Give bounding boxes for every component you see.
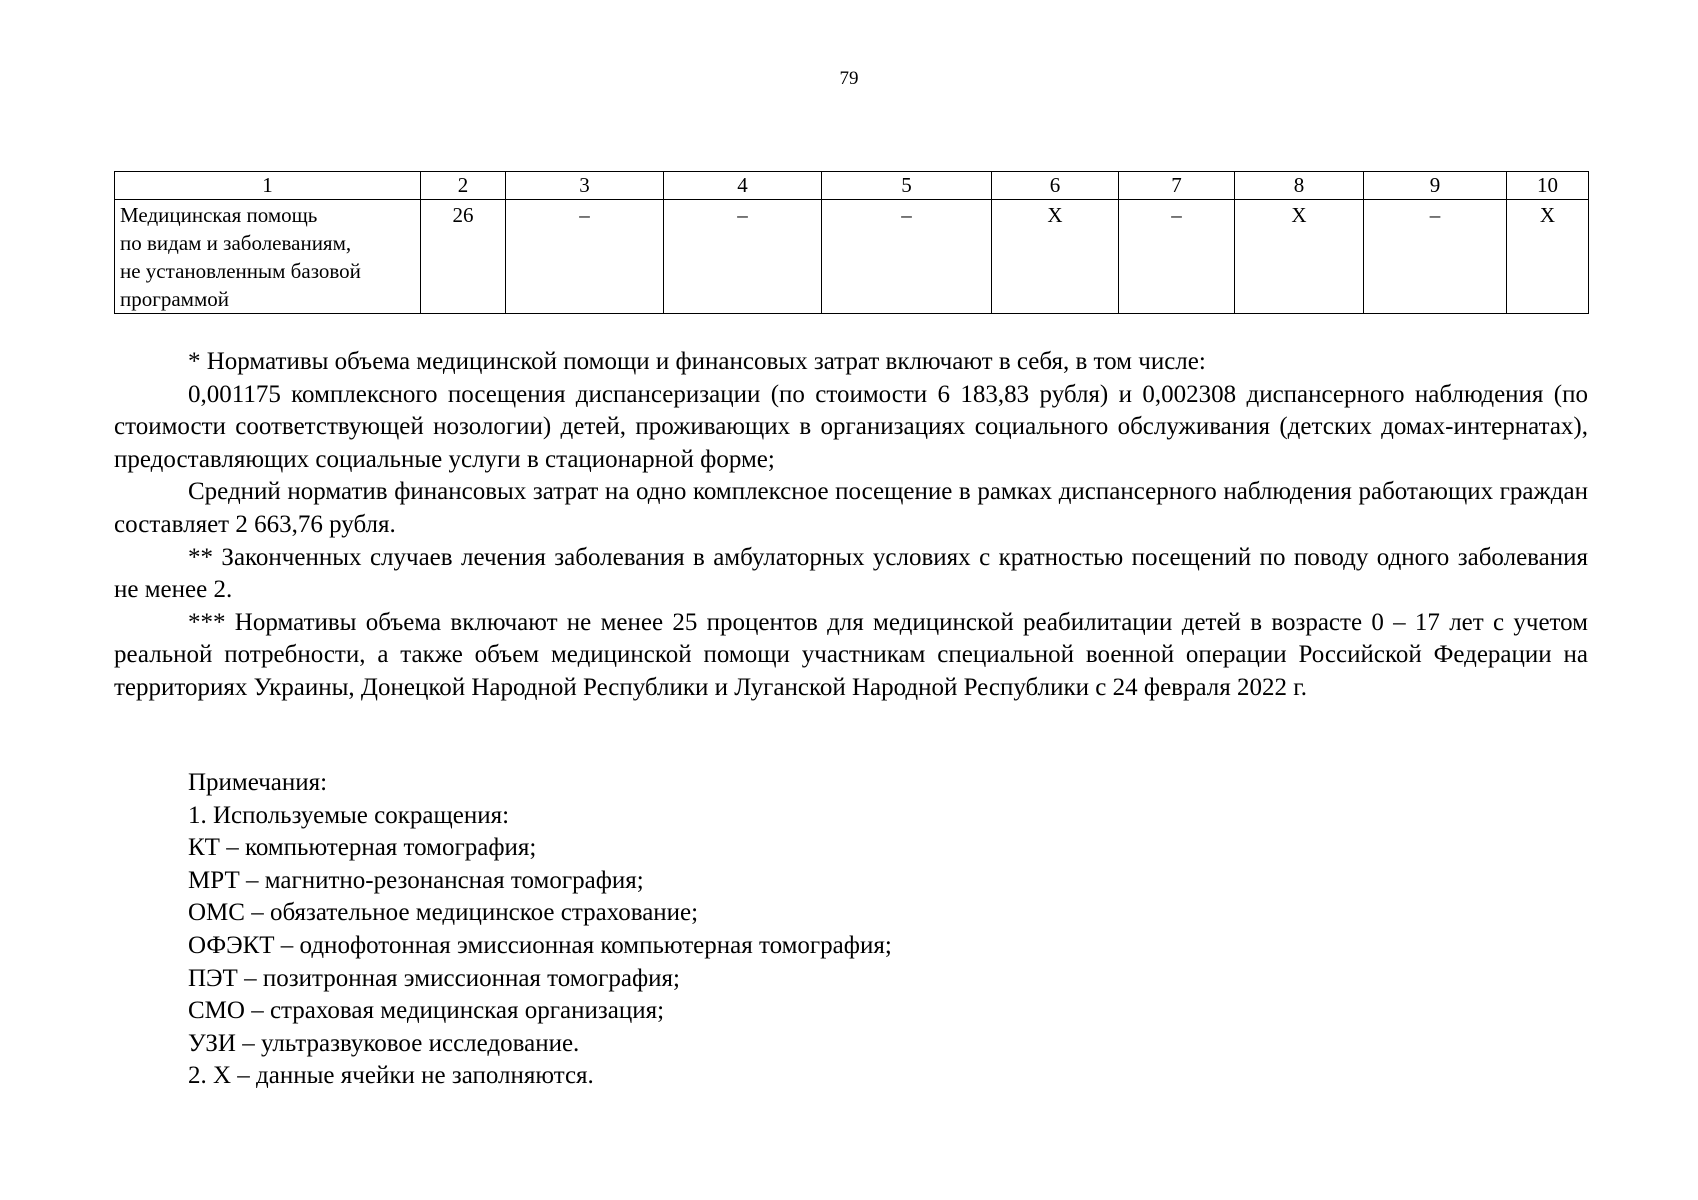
footnotes-section (114, 346, 1588, 705)
abbreviation-item: УЗИ – ультразвуковое исследование. (188, 1029, 580, 1057)
row-name-line: по видам и заболеваниям, (120, 231, 352, 255)
footnote-paragraph: 0,001175 комплексного посещения диспансеризации (по стоимости 6 183,83 рубля) и 0,002308 диспансерного наблюдения (по стоимости соответствующей нозологии) детей, проживающих в организациях социального обслуживания (детских домах-интернатах), предоставляющих социальные услуги в стационарной форме; (114, 380, 1588, 473)
table-cell: – (1119, 200, 1235, 314)
column-number-cell: 3 (506, 172, 664, 200)
abbreviation-item: СМО – страховая медицинская организация; (188, 997, 665, 1025)
column-number-cell: 6 (992, 172, 1119, 200)
table-cell: X (1235, 200, 1364, 314)
column-number-cell: 1 (115, 172, 421, 200)
row-name-line: Медицинская помощь (120, 203, 318, 227)
footnote-paragraph: ** Законченных случаев лечения заболевания в амбулаторных условиях с кратностью посещений по поводу одного заболевания не менее 2. (114, 543, 1588, 604)
table-cell: X (1507, 200, 1589, 314)
table-cell: – (506, 200, 664, 314)
column-number-cell: 2 (421, 172, 506, 200)
footnote-paragraph: Средний норматив финансовых затрат на одно комплексное посещение в рамках диспансерного наблюдения работающих граждан составляет 2 663,76 рубля. (114, 478, 1588, 538)
column-number-cell: 10 (1507, 172, 1589, 200)
table-cell: – (1364, 200, 1507, 314)
abbreviation-item: ОФЭКТ – однофотонная эмиссионная компьютерная томография; (188, 931, 892, 959)
column-number-cell: 8 (1235, 172, 1364, 200)
column-number-cell: 7 (1119, 172, 1235, 200)
abbreviation-item: ОМС – обязательное медицинское страхование; (188, 899, 699, 927)
footnote-paragraph: * Нормативы объема медицинской помощи и финансовых затрат включают в себя, в том числе: (188, 348, 1206, 375)
page-number: 79 (839, 68, 859, 89)
remarks-section (188, 767, 1388, 1093)
abbreviation-item: КТ – компьютерная томография; (188, 834, 537, 862)
table-header-row (115, 172, 1589, 200)
table-cell: – (822, 200, 992, 314)
normatives-table (114, 171, 1589, 314)
column-number-cell: 4 (664, 172, 822, 200)
row-name-line: не установленным базовой (120, 259, 361, 283)
table-cell: X (992, 200, 1119, 314)
row-name-line: программой (120, 287, 229, 311)
table-cell: 26 (421, 200, 506, 314)
remarks-item: 1. Используемые сокращения: (188, 801, 510, 829)
row-name-cell (115, 200, 421, 314)
abbreviation-item: МРТ – магнитно-резонансная томография; (188, 866, 644, 894)
table-cell: – (664, 200, 822, 314)
column-number-cell: 5 (822, 172, 992, 200)
footnote-paragraph: *** Нормативы объема включают не менее 25 процентов для медицинской реабилитации детей в возрасте 0 – 17 лет с учетом реальной потребности, а также объем медицинской помощи участникам специальной военной операции Российской Федерации на территориях Украины, Донецкой Народной Республики и Луганской Народной Республики с 24 февраля 2022 г. (114, 608, 1588, 701)
table-row (115, 200, 1589, 314)
remarks-title: Примечания: (188, 769, 328, 796)
remarks-item: 2. Х – данные ячейки не заполняются. (188, 1062, 594, 1090)
column-number-cell: 9 (1364, 172, 1507, 200)
abbreviation-item: ПЭТ – позитронная эмиссионная томография; (188, 964, 680, 992)
